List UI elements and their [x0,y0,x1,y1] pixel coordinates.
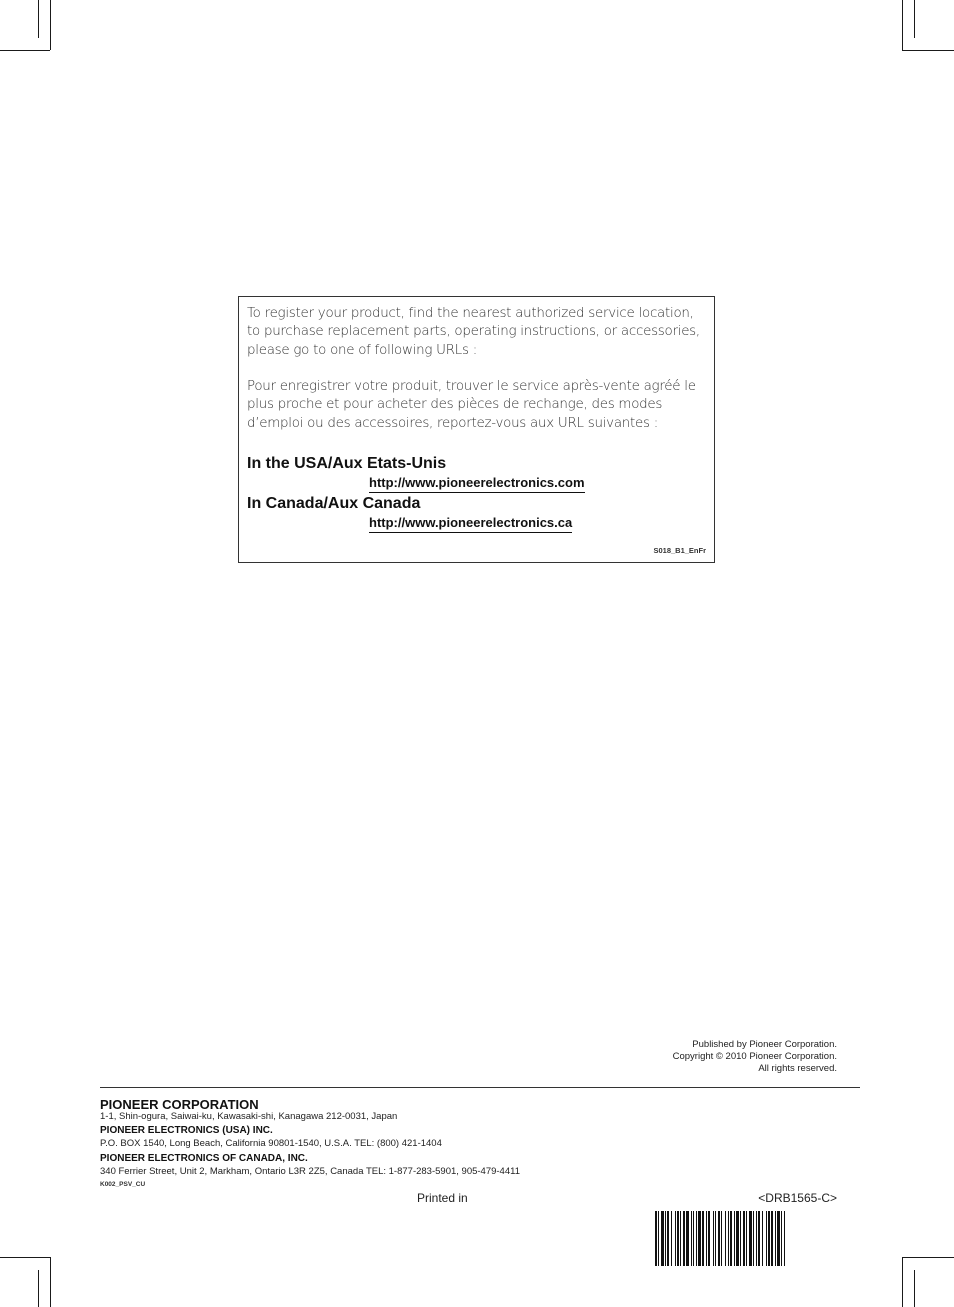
region-title-usa: In the USA/Aux Etats-Unis [247,455,447,472]
registration-text-english: To register your product, find the nearest authorized service location, to purchase replacement parts, operating instructions, or accessories, please go to one of following URLs : [247,306,700,358]
crop-mark-bottom-left-inner [38,1270,39,1307]
footer-divider [100,1087,860,1088]
crop-mark-bottom-right [902,1257,903,1307]
crop-mark-top-right [902,50,954,51]
usa-company-address: P.O. BOX 1540, Long Beach, California 90801-1540, U.S.A. TEL: (800) 421-1404 [100,1138,442,1149]
registration-info-box [238,296,715,563]
publisher-info [673,1039,837,1076]
corporation-address: 1-1, Shin-ogura, Saiwai-ku, Kawasaki-shi, Kanagawa 212-0031, Japan [100,1111,398,1122]
crop-mark-bottom-left [50,1257,51,1307]
printed-in-label: Printed in [417,1191,468,1205]
publisher-line: Published by Pioneer Corporation. [692,1039,837,1050]
document-code: <DRB1565-C> [758,1191,837,1205]
canada-company-address: 340 Ferrier Street, Unit 2, Markham, Ontario L3R 2Z5, Canada TEL: 1-877-283-5901, 905-479-4411 [100,1166,520,1177]
corporation-name: PIONEER CORPORATION [100,1097,259,1112]
region-url-usa[interactable]: http://www.pioneerelectronics.com [369,475,585,493]
region-title-canada: In Canada/Aux Canada [247,495,421,512]
crop-mark-bottom-left [0,1257,50,1258]
barcode-image [655,1211,838,1266]
canada-company-name: PIONEER ELECTRONICS OF CANADA, INC. [100,1153,308,1164]
registration-text-french: Pour enregistrer votre produit, trouver le service après-vente agréé le plus proche et pour acheter des pièces de rechange, des modes d’emploi ou des accessoires, reportez-vous aux URL suivantes : [247,379,696,431]
crop-mark-top-left [0,50,50,51]
crop-mark-bottom-right-inner [914,1270,915,1307]
copyright-line: Copyright © 2010 Pioneer Corporation. [672,1051,837,1063]
crop-mark-bottom-right [902,1257,954,1258]
region-url-canada[interactable]: http://www.pioneerelectronics.ca [369,515,572,533]
crop-mark-top-right [902,0,903,50]
crop-mark-top-left [50,0,51,50]
footer-code: K002_PSV_CU [100,1181,146,1188]
usa-company-name: PIONEER ELECTRONICS (USA) INC. [100,1125,273,1136]
crop-mark-top-left-inner [38,0,39,38]
box-code: S018_B1_EnFr [653,546,706,555]
crop-mark-top-right-inner [914,0,915,38]
rights-line: All rights reserved. [758,1063,837,1075]
